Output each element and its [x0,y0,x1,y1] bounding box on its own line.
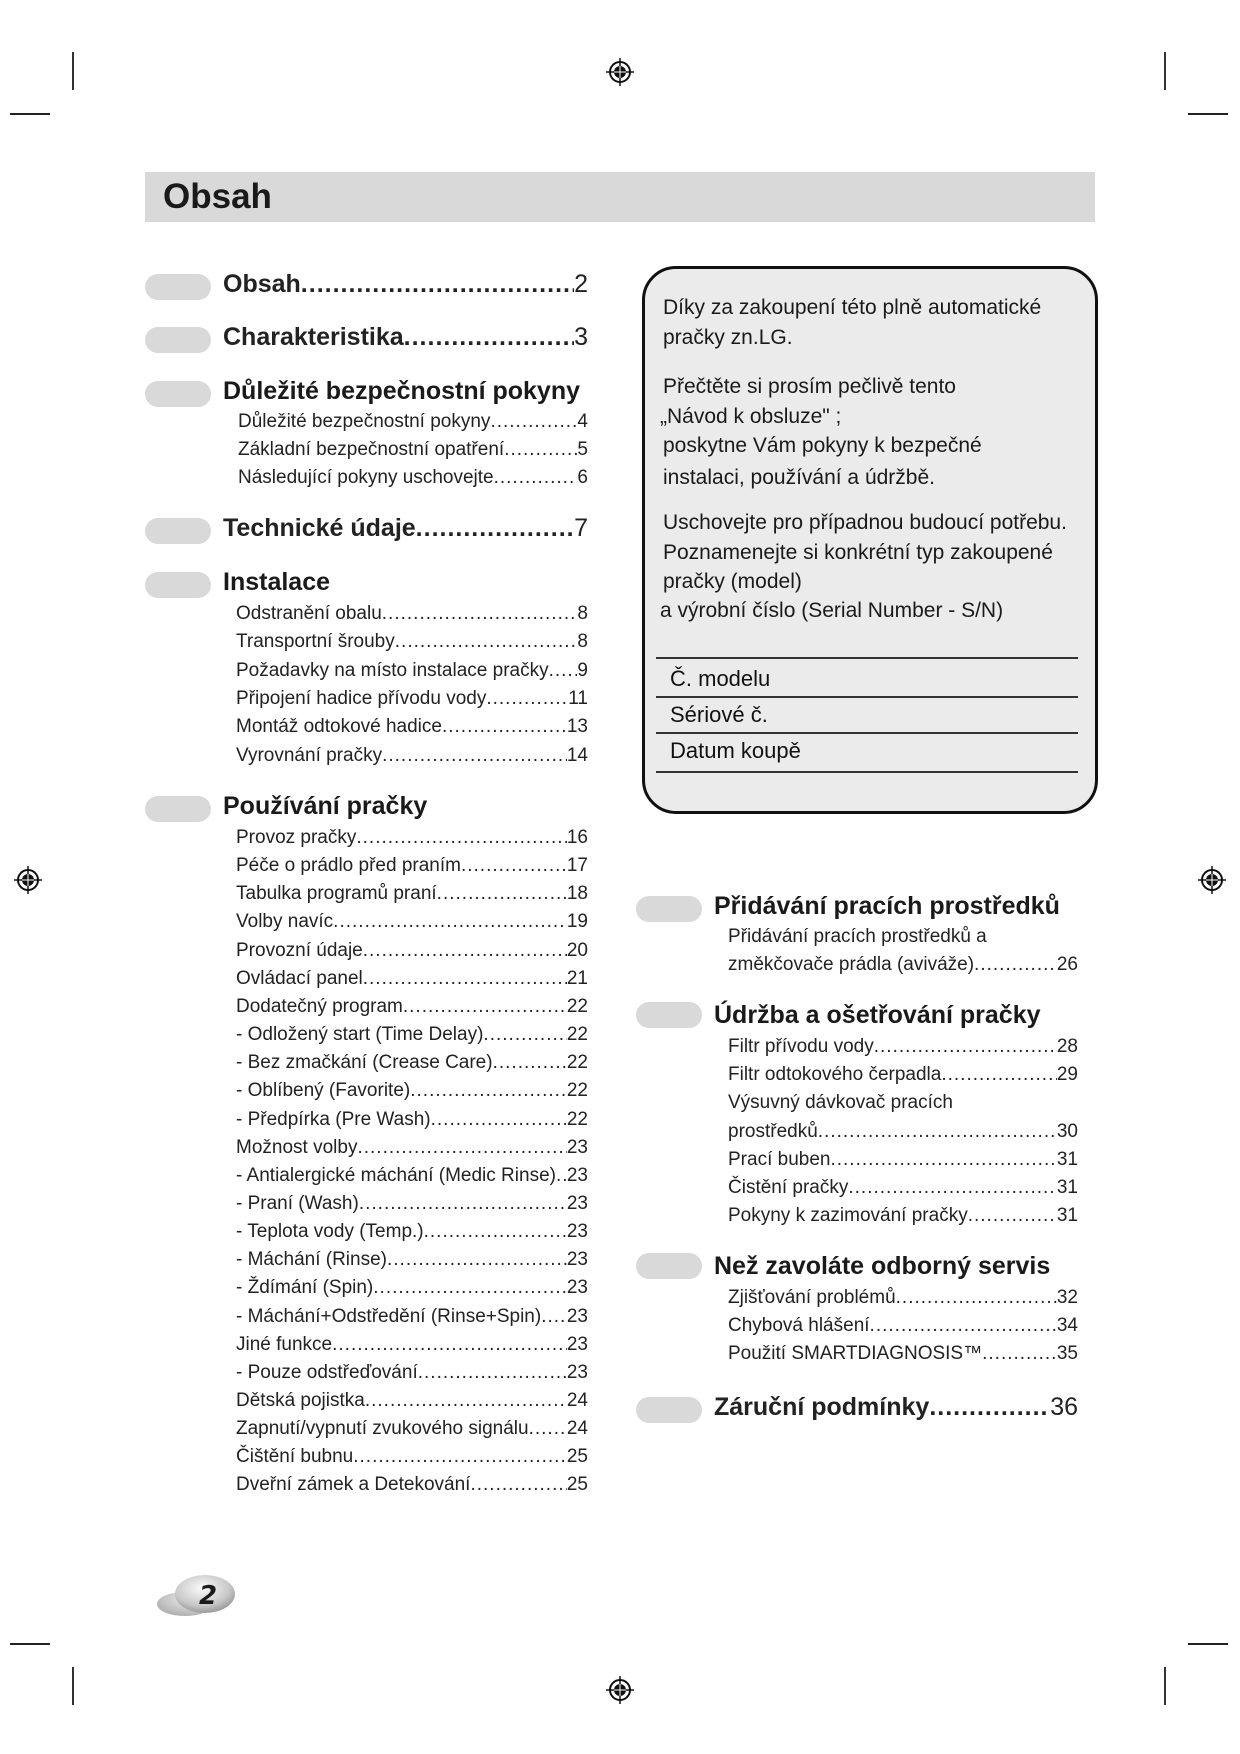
toc-item[interactable] [236,1306,588,1328]
section-marker [636,1002,702,1028]
toc-page: 25 [566,1446,588,1468]
leader-dots [359,1193,567,1215]
info-text: instalaci, používání a údržbě. [663,466,935,489]
toc-item[interactable]: Výsuvný dávkovač pracích [728,1092,953,1114]
toc-label: Charakteristika [223,323,404,351]
toc-item[interactable] [236,996,588,1018]
leader-dots [363,940,567,962]
leader-dots [848,1177,1056,1199]
leader-dots [395,631,578,653]
toc-item[interactable] [236,1221,588,1243]
leader-dots [493,1052,567,1074]
leader-dots [431,1109,567,1131]
leader-dots [387,1249,567,1271]
leader-dots [437,883,567,905]
section-marker [145,518,211,544]
info-text: pračky (model) [663,570,802,593]
toc-label: Tabulka programů praní [236,883,437,905]
toc-page: 9 [577,659,588,681]
toc-label: Obsah [223,270,301,298]
toc-section-technicke-udaje[interactable] [223,514,588,543]
leader-dots [870,1315,1057,1337]
leader-dots [353,1446,567,1468]
toc-item[interactable] [236,631,588,653]
toc-page: 32 [1056,1287,1078,1308]
field-rule [656,771,1078,773]
leader-dots [529,1418,567,1440]
info-text: „Návod k obsluze" ; [660,405,842,428]
registration-mark-icon [1197,865,1227,895]
toc-label: - Bez zmačkání (Crease Care) [236,1052,493,1074]
toc-page: 23 [566,1221,588,1243]
toc-item[interactable] [236,1165,588,1187]
toc-label: Provozní údaje [236,939,363,961]
toc-label: Důležité bezpečnostní pokyny [238,411,491,432]
section-marker [145,327,211,353]
toc-label: prostředků [728,1120,818,1142]
field-rule [656,696,1078,698]
section-marker [145,381,211,407]
toc-item[interactable] [236,1109,588,1131]
toc-page: 8 [577,603,588,624]
toc-section-zarucni-podminky[interactable] [714,1393,1078,1422]
toc-page: 23 [566,1136,588,1158]
info-text: Díky za zakoupení této plně automatické [663,296,1042,319]
toc-page: 29 [1056,1064,1078,1086]
info-text: Poznamenejte si konkrétní typ zakoupené [663,541,1053,564]
toc-page: 22 [566,1080,588,1102]
toc-item[interactable] [236,1334,588,1356]
toc-label: Technické údaje [223,514,416,542]
section-marker [636,1253,702,1279]
toc-item[interactable] [236,940,588,962]
toc-label: Provoz pračky [236,827,357,848]
leader-dots [830,1149,1056,1171]
toc-page: 34 [1056,1315,1078,1336]
toc-section-heading[interactable]: Údržba a ošetřování pračky [714,1001,1041,1029]
toc-label: Zapnutí/vypnutí zvukového signálu [236,1418,529,1440]
toc-page: 18 [566,883,588,905]
toc-page: 35 [1056,1343,1078,1364]
toc-section-heading[interactable]: Instalace [223,568,331,596]
toc-page: 28 [1056,1036,1078,1057]
toc-label: Zjišťování problémů [728,1287,896,1308]
toc-item[interactable] [236,911,588,933]
toc-page: 4 [577,411,588,432]
serial-number-field[interactable]: Sériové č. [670,702,768,727]
crop-mark [1188,1643,1228,1645]
leader-dots [363,968,567,990]
toc-item[interactable] [236,1193,588,1215]
leader-dots [365,1390,567,1412]
toc-item[interactable] [236,855,588,877]
leader-dots [982,1343,1057,1365]
toc-page: 3 [574,323,588,351]
toc-item[interactable] [236,1024,588,1046]
leader-dots [382,603,578,625]
toc-item[interactable] [236,1080,588,1102]
toc-label: Připojení hadice přívodu vody [236,687,487,709]
leader-dots [403,996,567,1018]
leader-dots [896,1287,1057,1309]
toc-item[interactable] [728,1064,1078,1086]
section-marker [636,896,702,922]
leader-dots [486,688,568,710]
toc-item[interactable] [728,1036,1078,1058]
leader-dots [424,1221,567,1243]
toc-label: Odstranění obalu [236,603,382,624]
page-number: 2 [199,1581,218,1611]
toc-page: 23 [566,1277,588,1299]
toc-page: 23 [566,1164,588,1186]
toc-label: - Odložený start (Time Delay) [236,1024,484,1046]
page-number-badge [155,1574,237,1618]
leader-dots [874,1036,1057,1058]
toc-page: 25 [566,1474,588,1496]
toc-page: 24 [566,1390,588,1411]
toc-section-heading[interactable]: Důležité bezpečnostní pokyny [223,377,581,405]
toc-label: Čistění pračky [728,1177,849,1198]
leader-dots [968,1205,1057,1227]
toc-page: 16 [566,827,588,848]
crop-mark [1188,113,1228,115]
model-number-field[interactable]: Č. modelu [670,666,771,691]
toc-page: 31 [1056,1177,1078,1198]
toc-page: 31 [1056,1148,1078,1170]
toc-page: 21 [566,967,588,989]
toc-page: 31 [1056,1205,1078,1227]
toc-page: 22 [566,1108,588,1130]
toc-item[interactable] [236,968,588,990]
leader-dots [418,1362,567,1384]
section-marker [636,1397,702,1423]
toc-label: změkčovače prádla (aviváže) [728,954,975,975]
toc-page: 22 [566,1052,588,1074]
leader-dots [382,745,567,767]
toc-item[interactable]: Přidávání pracích prostředků a [728,926,987,947]
crop-mark [1164,1667,1166,1705]
section-marker [145,572,211,598]
leader-dots [974,954,1057,976]
toc-label: - Ždímání (Spin) [236,1277,374,1299]
toc-item[interactable] [236,1249,588,1271]
toc-item[interactable] [236,1362,588,1384]
toc-item[interactable] [236,603,588,625]
leader-dots [404,323,574,352]
toc-label: Následující pokyny uschovejte [238,467,494,488]
toc-page: 23 [566,1361,588,1383]
toc-label: - Antialergické máchání (Medic Rinse) [236,1164,556,1186]
toc-page: 7 [574,514,588,542]
toc-label: - Teplota vody (Temp.) [236,1221,424,1243]
leader-dots [416,514,574,543]
toc-item[interactable] [728,1121,1078,1143]
toc-page: 22 [566,1024,588,1046]
leader-dots [461,855,567,877]
toc-page: 24 [566,1418,588,1440]
toc-page: 23 [566,1333,588,1355]
toc-label: Filtr přívodu vody [728,1036,874,1057]
toc-label: - Praní (Wash) [236,1192,359,1214]
leader-dots [356,827,566,849]
toc-page: 22 [566,995,588,1017]
toc-item[interactable] [728,1343,1078,1365]
leader-dots [556,1165,567,1187]
toc-label: Základní bezpečnostní opatření [238,439,505,460]
leader-dots [442,716,567,738]
toc-page: 23 [566,1192,588,1214]
toc-item[interactable] [236,1474,588,1496]
crop-mark [1164,52,1166,90]
crop-mark [10,1643,50,1645]
leader-dots [373,1277,567,1299]
page-title-band [145,172,1095,222]
toc-item[interactable] [236,827,588,849]
toc-label: - Oblíbený (Favorite) [236,1080,411,1102]
toc-page: 2 [574,270,588,298]
toc-item[interactable] [236,883,588,905]
section-marker [145,274,211,300]
leader-dots [470,1474,566,1496]
toc-label: - Pouze odstřeďování [236,1361,418,1383]
leader-dots [494,467,578,489]
toc-page: 23 [566,1305,588,1327]
leader-dots [301,270,574,299]
info-text: Přečtěte si prosím pečlivě tento [663,375,956,398]
field-rule [656,657,1078,659]
toc-item[interactable] [236,1390,588,1412]
leader-dots [410,1080,567,1102]
toc-item[interactable] [728,1315,1078,1337]
info-text: poskytne Vám pokyny k bezpečné [663,434,982,457]
toc-section-heading[interactable]: Než zavoláte odborný servis [714,1252,1051,1280]
toc-page: 5 [577,439,588,460]
toc-page: 11 [568,687,588,709]
toc-label: Jiné funkce [236,1333,333,1355]
toc-label: Čištění bubnu [236,1446,354,1468]
toc-item[interactable] [236,1137,588,1159]
toc-item[interactable] [236,1052,588,1074]
leader-dots [549,660,578,682]
toc-label: Chybová hlášení [728,1315,870,1336]
toc-page: 8 [577,631,588,653]
toc-page: 26 [1056,954,1078,975]
toc-label: Volby navíc [236,911,334,933]
toc-item[interactable] [728,1177,1078,1199]
leader-dots [929,1393,1050,1422]
toc-page: 17 [566,855,588,877]
leader-dots [490,411,577,433]
toc-label: Dětská pojistka [236,1390,365,1411]
toc-item[interactable] [728,1205,1078,1227]
toc-label: Dveřní zámek a Detekování [236,1474,471,1496]
toc-item[interactable] [236,716,588,738]
toc-page: 20 [566,939,588,961]
toc-page: 36 [1050,1393,1078,1421]
section-marker [145,796,211,822]
toc-label: Použití SMARTDIAGNOSIS™ [728,1343,983,1364]
toc-item[interactable] [236,660,588,682]
leader-dots [483,1024,566,1046]
registration-mark-icon [13,865,43,895]
toc-page: 19 [566,911,588,933]
info-text: pračky zn.LG. [663,326,793,349]
toc-section-charakteristika[interactable] [223,323,588,352]
toc-label: Montáž odtokové hadice [236,716,442,738]
toc-item[interactable] [238,467,588,489]
toc-page: 14 [566,744,588,766]
crop-mark [72,52,74,90]
toc-item[interactable] [236,1418,588,1440]
toc-label: Pokyny k zazimování pračky [728,1205,968,1227]
crop-mark [72,1667,74,1705]
toc-item[interactable] [236,1277,588,1299]
toc-label: - Předpírka (Pre Wash) [236,1108,431,1130]
toc-item[interactable] [728,954,1078,976]
toc-section-obsah[interactable] [223,270,588,299]
toc-label: - Máchání (Rinse) [236,1249,387,1271]
toc-label: Péče o prádlo před praním [236,855,461,877]
leader-dots [333,911,567,933]
toc-page: 13 [566,716,588,738]
toc-item[interactable] [238,411,588,433]
leader-dots [504,439,577,461]
leader-dots [818,1121,1057,1143]
purchase-date-field[interactable]: Datum koupě [670,738,801,763]
toc-label: Vyrovnání pračky [236,744,383,766]
leader-dots [941,1064,1057,1086]
toc-label: Dodatečný program [236,995,403,1017]
field-rule [656,732,1078,734]
registration-mark-icon [605,57,635,87]
toc-item[interactable] [728,1287,1078,1309]
crop-mark [10,113,50,115]
toc-item[interactable] [236,745,588,767]
toc-page: 23 [566,1249,588,1271]
toc-label: Ovládací panel [236,967,363,989]
info-text: Uschovejte pro případnou budoucí potřebu. [663,511,1067,534]
toc-label: Možnost volby [236,1136,358,1158]
toc-label: Prací buben [728,1148,831,1170]
leader-dots [332,1334,567,1356]
toc-item[interactable] [728,1149,1078,1171]
toc-item[interactable] [236,1446,588,1468]
toc-item[interactable] [236,688,588,710]
toc-item[interactable] [238,439,588,461]
toc-label: - Máchání+Odstředění (Rinse+Spin) [236,1305,542,1327]
toc-section-heading[interactable]: Používání pračky [223,792,428,820]
info-text: a výrobní číslo (Serial Number - S/N) [660,599,1004,622]
toc-section-heading[interactable]: Přidávání pracích prostředků [714,892,1060,920]
toc-label: Požadavky na místo instalace pračky [236,659,549,681]
registration-mark-icon [605,1675,635,1705]
toc-page: 6 [577,467,588,488]
leader-dots [357,1137,566,1159]
leader-dots [541,1306,567,1328]
toc-page: 30 [1056,1120,1078,1142]
toc-label: Transportní šrouby [236,631,395,653]
toc-label: Filtr odtokového čerpadla [728,1064,942,1086]
page-title: Obsah [163,177,272,216]
toc-label: Záruční podmínky [714,1393,930,1421]
